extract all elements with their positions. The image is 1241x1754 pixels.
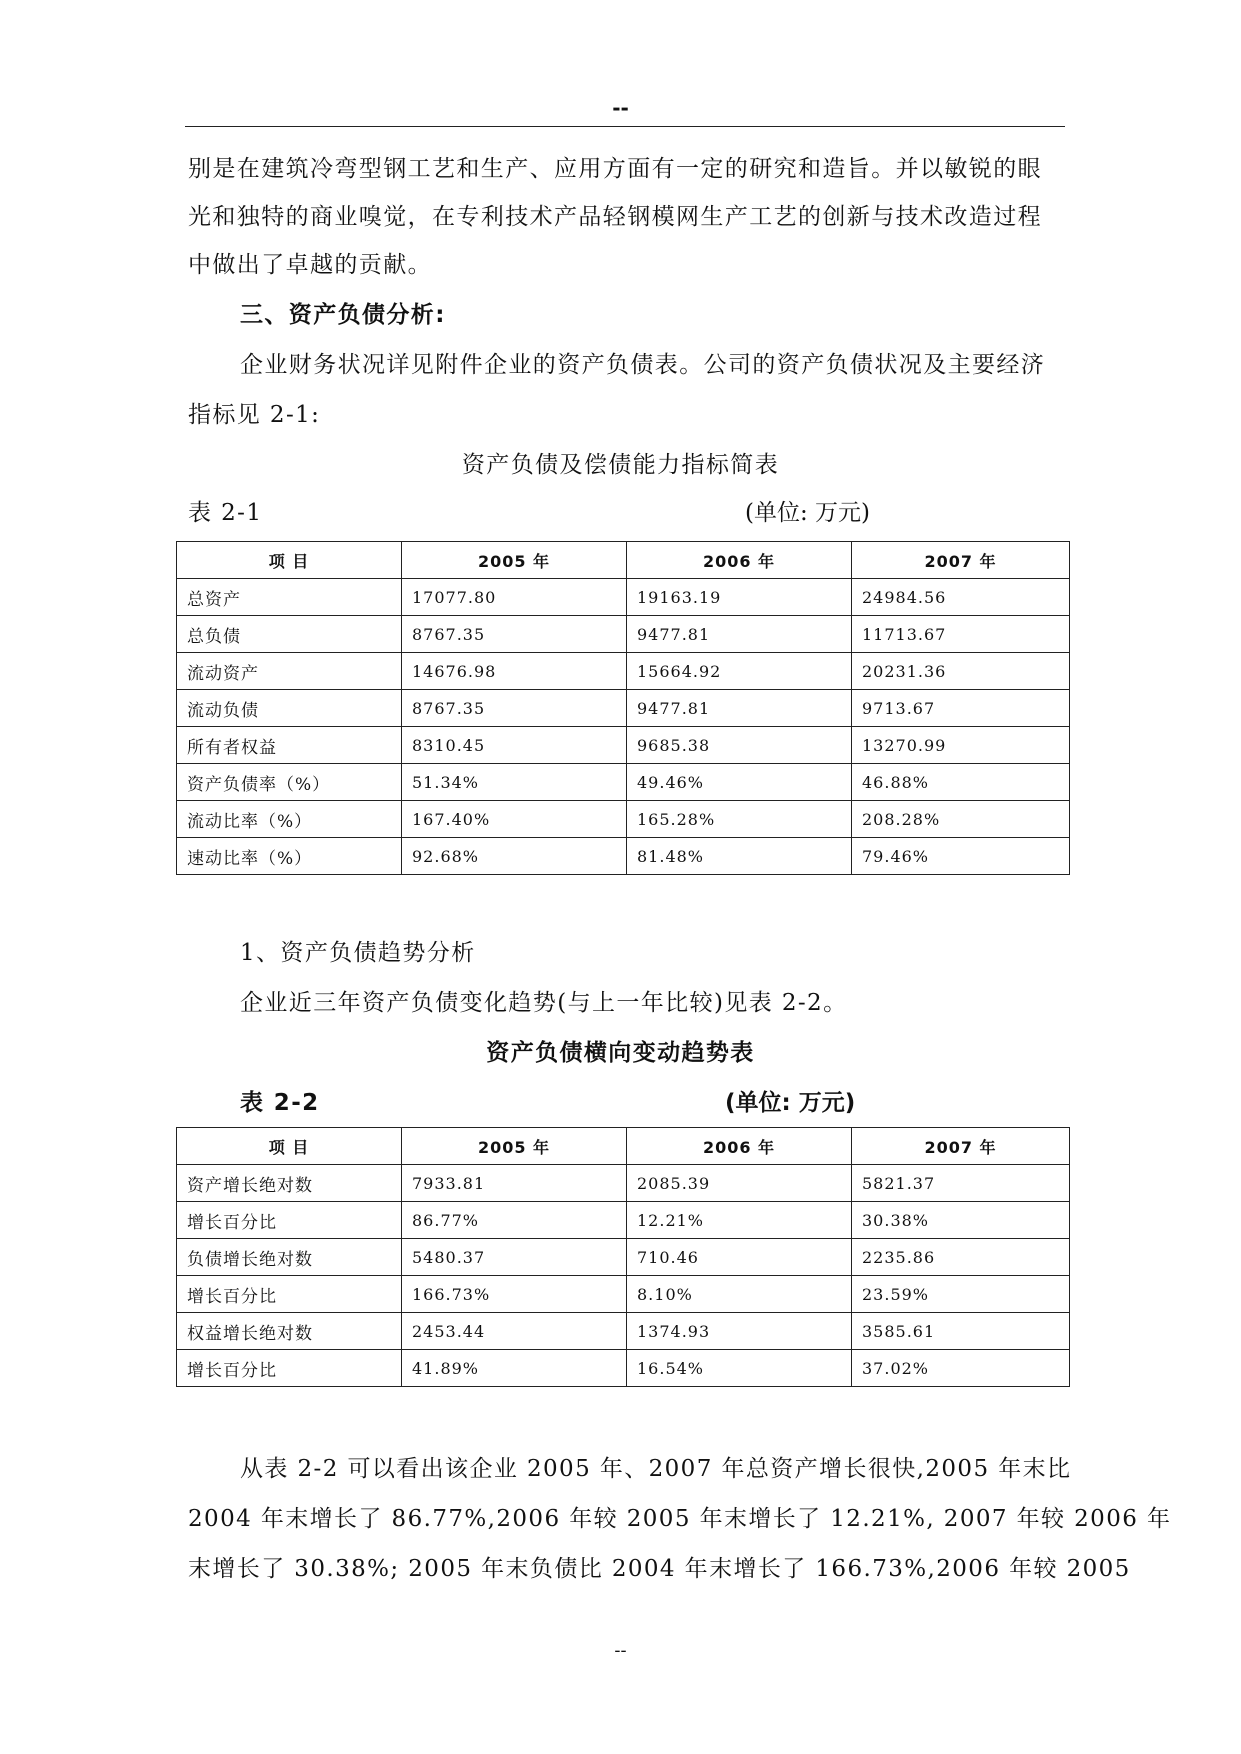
cell-2006: 710.46 <box>627 1239 852 1276</box>
cell-2007: 5821.37 <box>852 1165 1070 1202</box>
table1-label: 表 2-1 <box>188 500 263 526</box>
footer-mark: -- <box>614 1640 627 1661</box>
cell-2007: 37.02% <box>852 1350 1070 1387</box>
table2-header-row <box>177 1128 1070 1165</box>
cell-2006: 19163.19 <box>627 579 852 616</box>
cell-2005: 8310.45 <box>402 727 627 764</box>
table-row <box>177 1313 1070 1350</box>
cell-2007: 11713.67 <box>852 616 1070 653</box>
para2: 企业近三年资产负债变化趋势(与上一年比较)见表 2-2。 <box>240 990 848 1016</box>
row-label: 总负债 <box>177 616 402 653</box>
cell-2006: 12.21% <box>627 1202 852 1239</box>
intro-line-2: 光和独特的商业嗅觉，在专利技术产品轻钢模网生产工艺的创新与技术改造过程 <box>188 204 1042 230</box>
row-label: 流动比率（%） <box>177 801 402 838</box>
cell-2007: 208.28% <box>852 801 1070 838</box>
cell-2005: 166.73% <box>402 1276 627 1313</box>
para3-line-1: 从表 2-2 可以看出该企业 2005 年、2007 年总资产增长很快,2005 年末比 <box>240 1456 1072 1482</box>
cell-2005: 92.68% <box>402 838 627 875</box>
cell-2006: 49.46% <box>627 764 852 801</box>
row-label: 总资产 <box>177 579 402 616</box>
table2-header-item: 项 目 <box>177 1128 402 1165</box>
table1-unit: (单位: 万元) <box>745 500 871 526</box>
cell-2006: 15664.92 <box>627 653 852 690</box>
table1-caption: 资产负债及偿债能力指标简表 <box>461 452 780 478</box>
cell-2007: 46.88% <box>852 764 1070 801</box>
table-row <box>177 727 1070 764</box>
section-title: 三、资产负债分析: <box>240 302 446 328</box>
cell-2007: 13270.99 <box>852 727 1070 764</box>
cell-2007: 3585.61 <box>852 1313 1070 1350</box>
subsection-title: 1、资产负债趋势分析 <box>240 940 476 966</box>
table-row <box>177 616 1070 653</box>
header-mark: -- <box>612 96 629 120</box>
cell-2006: 9685.38 <box>627 727 852 764</box>
cell-2006: 165.28% <box>627 801 852 838</box>
table1-header-item: 项 目 <box>177 542 402 579</box>
cell-2006: 2085.39 <box>627 1165 852 1202</box>
cell-2007: 24984.56 <box>852 579 1070 616</box>
cell-2005: 8767.35 <box>402 690 627 727</box>
table2-label: 表 2-2 <box>240 1090 320 1116</box>
row-label: 所有者权益 <box>177 727 402 764</box>
header-rule <box>185 126 1065 127</box>
cell-2007: 23.59% <box>852 1276 1070 1313</box>
row-label: 速动比率（%） <box>177 838 402 875</box>
cell-2005: 5480.37 <box>402 1239 627 1276</box>
table2-header-2005: 2005 年 <box>402 1128 627 1165</box>
table2-header-2007: 2007 年 <box>852 1128 1070 1165</box>
cell-2005: 8767.35 <box>402 616 627 653</box>
cell-2007: 2235.86 <box>852 1239 1070 1276</box>
table-row <box>177 1276 1070 1313</box>
table2-caption: 资产负债横向变动趋势表 <box>486 1040 755 1066</box>
para3-line-3: 末增长了 30.38%; 2005 年末负债比 2004 年末增长了 166.73%,2006 年较 2005 <box>188 1556 1131 1582</box>
cell-2005: 7933.81 <box>402 1165 627 1202</box>
cell-2006: 1374.93 <box>627 1313 852 1350</box>
row-label: 流动资产 <box>177 653 402 690</box>
cell-2005: 51.34% <box>402 764 627 801</box>
table1 <box>176 541 1070 875</box>
cell-2006: 16.54% <box>627 1350 852 1387</box>
table2 <box>176 1127 1070 1387</box>
table1-header-2006: 2006 年 <box>627 542 852 579</box>
table-row <box>177 1165 1070 1202</box>
table-row <box>177 1202 1070 1239</box>
table-row <box>177 579 1070 616</box>
table1-header-row <box>177 542 1070 579</box>
cell-2005: 86.77% <box>402 1202 627 1239</box>
table2-header-2006: 2006 年 <box>627 1128 852 1165</box>
table2-unit: (单位: 万元) <box>725 1090 856 1116</box>
row-label: 增长百分比 <box>177 1350 402 1387</box>
cell-2005: 2453.44 <box>402 1313 627 1350</box>
table-row <box>177 690 1070 727</box>
table1-header-2005: 2005 年 <box>402 542 627 579</box>
cell-2006: 9477.81 <box>627 690 852 727</box>
table-row <box>177 1239 1070 1276</box>
table-row <box>177 801 1070 838</box>
row-label: 权益增长绝对数 <box>177 1313 402 1350</box>
table-row <box>177 653 1070 690</box>
para1-line-2: 指标见 2-1: <box>188 402 321 428</box>
cell-2007: 79.46% <box>852 838 1070 875</box>
cell-2006: 9477.81 <box>627 616 852 653</box>
cell-2007: 9713.67 <box>852 690 1070 727</box>
intro-line-3: 中做出了卓越的贡献。 <box>188 252 432 278</box>
row-label: 流动负债 <box>177 690 402 727</box>
cell-2005: 167.40% <box>402 801 627 838</box>
cell-2005: 14676.98 <box>402 653 627 690</box>
table-row <box>177 838 1070 875</box>
cell-2006: 8.10% <box>627 1276 852 1313</box>
row-label: 资产增长绝对数 <box>177 1165 402 1202</box>
row-label: 增长百分比 <box>177 1276 402 1313</box>
table1-header-2007: 2007 年 <box>852 542 1070 579</box>
cell-2007: 30.38% <box>852 1202 1070 1239</box>
table-row <box>177 1350 1070 1387</box>
para3-line-2: 2004 年末增长了 86.77%,2006 年较 2005 年末增长了 12.21%, 2007 年较 2006 年 <box>188 1506 1172 1532</box>
cell-2005: 17077.80 <box>402 579 627 616</box>
row-label: 负债增长绝对数 <box>177 1239 402 1276</box>
row-label: 资产负债率（%） <box>177 764 402 801</box>
cell-2006: 81.48% <box>627 838 852 875</box>
cell-2005: 41.89% <box>402 1350 627 1387</box>
row-label: 增长百分比 <box>177 1202 402 1239</box>
cell-2007: 20231.36 <box>852 653 1070 690</box>
table-row <box>177 764 1070 801</box>
intro-line-1: 别是在建筑冷弯型钢工艺和生产、应用方面有一定的研究和造旨。并以敏锐的眼 <box>188 156 1042 182</box>
para1-line-1: 企业财务状况详见附件企业的资产负债表。公司的资产负债状况及主要经济 <box>240 352 1046 378</box>
